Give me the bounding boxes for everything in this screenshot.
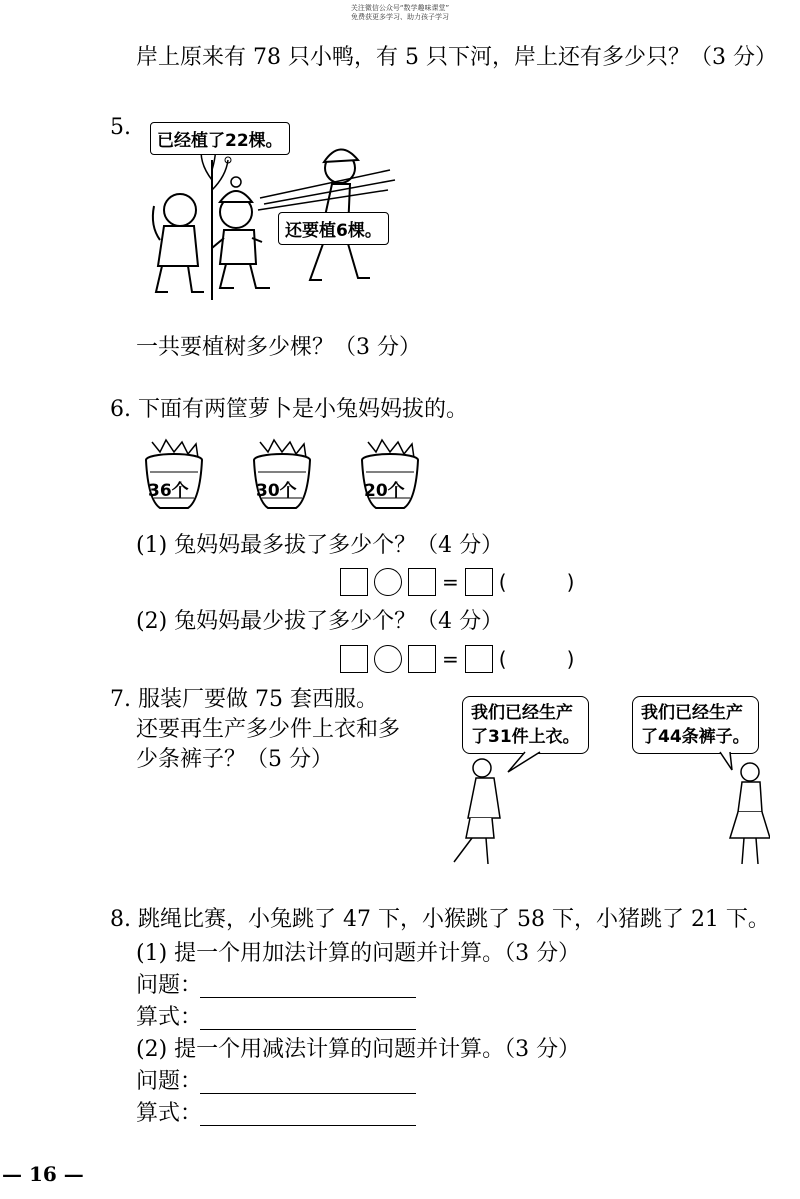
paren-close: ): [566, 570, 575, 594]
answer-box[interactable]: [408, 568, 436, 596]
paren-close: ): [566, 647, 575, 671]
q6-answer-row-1: [340, 568, 574, 596]
basket-1: [142, 436, 206, 512]
answer-box[interactable]: [465, 645, 493, 673]
q8-formula-label-1: 算式：: [136, 1005, 203, 1030]
basket-2-label: 30个: [256, 481, 297, 501]
q6-answer-row-2: [340, 645, 574, 673]
equals-sign: =: [442, 647, 459, 671]
answer-line[interactable]: [200, 1125, 416, 1126]
equals-sign: =: [442, 570, 459, 594]
q7-line-2: 还要再生产多少件上衣和多: [136, 717, 401, 742]
basket-3-label: 20个: [364, 481, 405, 501]
q5-number: 5.: [110, 115, 131, 140]
q5-question: 一共要植树多少棵？（3 分）: [136, 335, 421, 360]
q8-question-label-1: 问题：: [136, 973, 203, 998]
answer-box[interactable]: [408, 645, 436, 673]
bubble-jackets: [462, 696, 589, 754]
watermark: [340, 4, 460, 22]
q6-sub2: (2) 兔妈妈最少拔了多少个？（4 分）: [136, 609, 504, 634]
workers-illustration: [430, 750, 770, 870]
q8-question-label-2: 问题：: [136, 1069, 203, 1094]
q8-title: 8. 跳绳比赛，小兔跳了 47 下，小猴跳了 58 下，小猪跳了 21 下。: [110, 907, 770, 932]
answer-box[interactable]: [340, 568, 368, 596]
q8-sub2: (2) 提一个用减法计算的问题并计算。（3 分）: [136, 1037, 581, 1062]
answer-line[interactable]: [200, 1029, 416, 1030]
operator-circle[interactable]: [374, 568, 402, 596]
page-number: — 16 —: [2, 1162, 84, 1186]
basket-2: [250, 436, 314, 512]
bubble-trousers-line-1: 我们已经生产: [641, 703, 743, 723]
paren-open: (: [498, 570, 507, 594]
answer-box[interactable]: [340, 645, 368, 673]
answer-line[interactable]: [200, 1093, 416, 1094]
q8-sub1: (1) 提一个用加法计算的问题并计算。（3 分）: [136, 941, 581, 966]
bubble-trousers: [632, 696, 759, 754]
bubble-jackets-line-2: 了31件上衣。: [471, 727, 580, 747]
watermark-line-2: 免费获更多学习、助力孩子学习: [351, 13, 449, 21]
q6-sub1: (1) 兔妈妈最多拔了多少个？（4 分）: [136, 533, 504, 558]
q6-title: 6. 下面有两筐萝卜是小兔妈妈拔的。: [110, 397, 468, 422]
bubble-trousers-line-2: 了44条裤子。: [641, 727, 750, 747]
bubble-jackets-line-1: 我们已经生产: [471, 703, 573, 723]
answer-box[interactable]: [465, 568, 493, 596]
basket-3: [358, 436, 422, 512]
q7-line-1: 7. 服装厂要做 75 套西服。: [110, 687, 378, 712]
bubble-remaining: 还要植6棵。: [278, 212, 389, 245]
q8-formula-label-2: 算式：: [136, 1101, 203, 1126]
q7-line-3: 少条裤子？（5 分）: [136, 747, 333, 772]
watermark-line-1: 关注微信公众号“数学趣味课堂”: [350, 4, 450, 12]
bubble-planted: 已经植了22棵。: [150, 122, 290, 155]
basket-1-label: 36个: [148, 481, 189, 501]
answer-line[interactable]: [200, 997, 416, 998]
q4-question: 岸上原来有 78 只小鸭，有 5 只下河，岸上还有多少只？（3 分）: [136, 45, 777, 70]
operator-circle[interactable]: [374, 645, 402, 673]
paren-open: (: [498, 647, 507, 671]
